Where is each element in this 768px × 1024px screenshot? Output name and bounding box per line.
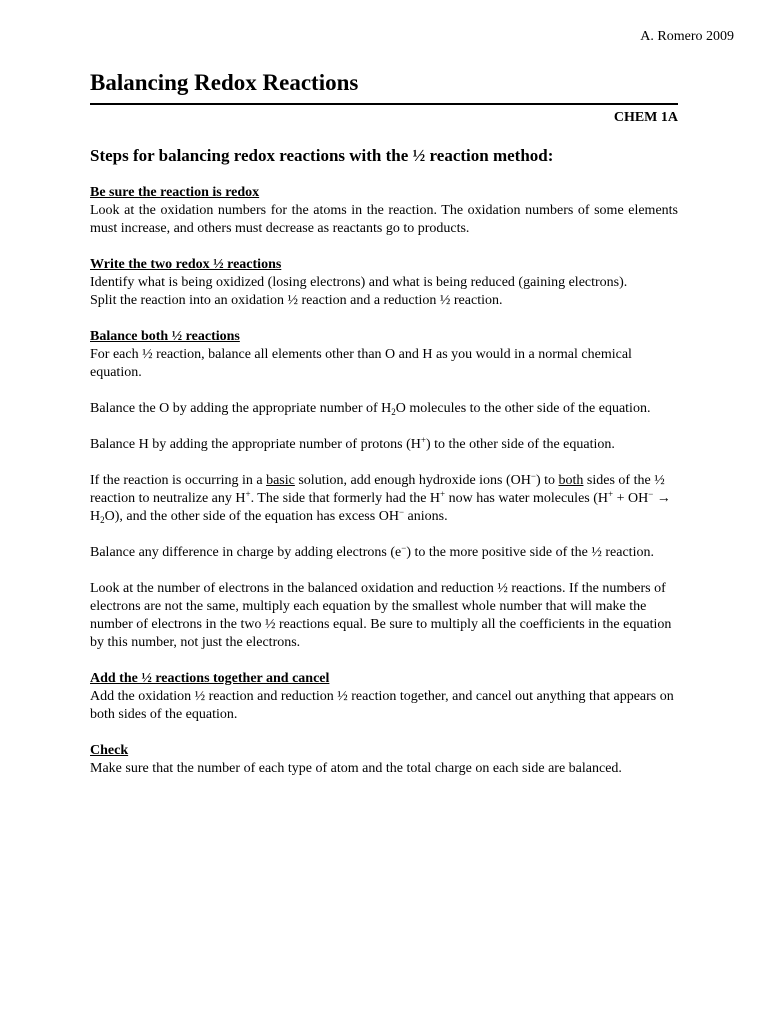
section-text: Make sure that the number of each type of atom and the total charge on each side are balanced.: [90, 761, 622, 776]
section-text-line: Split the reaction into an oxidation ½ reaction and a reduction ½ reaction.: [90, 293, 503, 308]
course-label: CHEM 1A: [613, 110, 678, 125]
document-body: [90, 184, 678, 796]
section-check: [90, 742, 678, 778]
step-basic-solution: If the reaction is occurring in a basic solution, add enough hydroxide ions (OH−) to both sides of the ½ reaction to neutralize any H+. The side that formerly had the H+ now has water molecules $(H^+ + OH^- \to H_2O)$, and the other side of the equation has excess OH− anions.: [90, 471, 671, 525]
step-balance-charge: Balance any difference in charge by adding electrons (e−) to the more positive side of the ½ reaction.: [90, 543, 654, 560]
section-half-reactions: [90, 256, 678, 310]
step-equalize-electrons: Look at the number of electrons in the balanced oxidation and reduction ½ reactions. If the numbers of electrons are not the same, multiply each equation by the smallest whole number that will make the number of electrons in the two ½ reactions equal. Be sure to multiply all the coefficients in the equation by this number, not just the electrons.: [90, 581, 672, 650]
section-heading: Be sure the reaction is redox: [90, 185, 260, 200]
author-credit: A. Romero 2009: [640, 29, 734, 44]
section-text: Add the oxidation ½ reaction and reduction ½ reaction together, and cancel out anything that appears on both sides of the equation.: [90, 689, 674, 722]
section-text: Look at the oxidation numbers for the atoms in the reaction. The oxidation numbers of some elements must increase, and others must decrease as reactants go to products.: [90, 203, 678, 236]
section-text-line: Identify what is being oxidized (losing electrons) and what is being reduced (gaining electrons).: [90, 275, 628, 290]
step-balance-hydrogen: Balance H by adding the appropriate number of protons (H+) to the other side of the equation.: [90, 435, 615, 452]
section-balance-half-reactions: [90, 328, 678, 652]
section-heading: Check: [90, 743, 129, 758]
step-balance-oxygen: Balance the O by adding the appropriate number of $H_2O$ molecules to the other side of the equation.: [90, 401, 651, 417]
section-heading: Balance both ½ reactions: [90, 329, 240, 344]
step-balance-elements: For each ½ reaction, balance all elements other than O and H as you would in a normal chemical equation.: [90, 347, 632, 380]
document-subtitle: Steps for balancing redox reactions with the ½ reaction method:: [90, 146, 554, 165]
document-title: Balancing Redox Reactions: [90, 70, 359, 95]
arrow-icon: →: [653, 491, 671, 506]
title-rule: [90, 103, 678, 105]
section-redox-check: [90, 184, 678, 238]
section-add-and-cancel: [90, 670, 678, 724]
section-heading: Write the two redox ½ reactions: [90, 257, 282, 272]
section-heading: Add the ½ reactions together and cancel: [90, 671, 330, 686]
